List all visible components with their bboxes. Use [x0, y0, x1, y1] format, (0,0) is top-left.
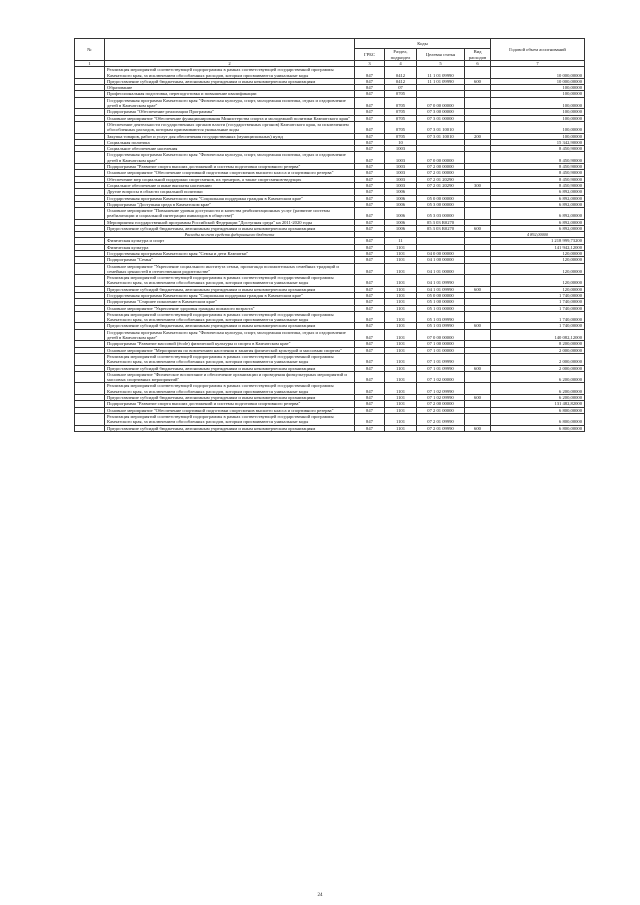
row-razdel-cell: 0705 — [385, 133, 417, 139]
row-sum-cell: 6 800,00000 — [491, 407, 585, 413]
row-name-cell: Обеспечение мер социальной поддержки спортсменов, их тренеров, а также спортсменов-ведущих — [105, 176, 355, 182]
row-vid-cell: 600 — [465, 323, 491, 329]
row-name-cell: Государственная программа Камчатского края "Физическая культура, спорт, молодежная политика, отдых и оздоровление детей в Камчатском крае" — [105, 329, 355, 341]
row-grbs-cell: 847 — [355, 250, 385, 256]
row-sum-cell: 120,00000 — [491, 250, 585, 256]
row-grbs-cell: 847 — [355, 109, 385, 115]
row-name-cell: Государственная программа Камчатского края "Социальная поддержка граждан в Камчатском крае" — [105, 292, 355, 298]
row-grbs-cell: 847 — [355, 115, 385, 121]
row-razdel-cell: 1006 — [385, 189, 417, 195]
row-vid-cell — [465, 371, 491, 383]
row-sum-cell: 6 892,00000 — [491, 189, 585, 195]
row-grbs-cell: 847 — [355, 395, 385, 401]
row-grbs-cell: 847 — [355, 329, 385, 341]
row-razdel-cell: 0412 — [385, 78, 417, 84]
row-sum-cell: 8 450,90000 — [491, 170, 585, 176]
row-grbs-cell: 847 — [355, 170, 385, 176]
row-grbs-cell: 847 — [355, 219, 385, 225]
row-name-cell: Основное мероприятие "Мероприятия по вовлечению населения в занятия физической культурой и массовым спортом" — [105, 347, 355, 353]
row-grbs-cell: 847 — [355, 371, 385, 383]
row-target-cell: 07 2 01 20290 — [417, 182, 465, 188]
row-number-cell — [75, 383, 105, 395]
page-number: 24 — [317, 893, 323, 898]
row-vid-cell: 600 — [465, 286, 491, 292]
col-index-5: 5 — [417, 61, 465, 67]
table-row — [75, 208, 585, 220]
row-name-cell: Реализация мероприятий соответствующей подпрограммы в рамках соответствующей государственной программы Камчатского края, за исключением обособленных расходов, которым присваиваются уникальные коды — [105, 413, 355, 425]
row-razdel-cell: 0412 — [385, 67, 417, 79]
row-razdel-cell: 11 — [385, 238, 417, 244]
row-sum-cell: 1 740,00000 — [491, 305, 585, 311]
row-sum-cell: 6 892,00000 — [491, 226, 585, 232]
row-razdel-cell: 1101 — [385, 305, 417, 311]
row-sum-cell: 6 200,00000 — [491, 371, 585, 383]
row-target-cell: 07 3 01 10010 — [417, 133, 465, 139]
row-grbs-cell: 847 — [355, 407, 385, 413]
row-target-cell: 05 0 00 00000 — [417, 292, 465, 298]
row-grbs-cell: 847 — [355, 413, 385, 425]
row-target-cell: 05 3 03 R0270 — [417, 226, 465, 232]
row-target-cell: 04 1 01 09990 — [417, 286, 465, 292]
col-target-header: Целевая статья — [417, 49, 465, 61]
row-sum-cell: 100,00000 — [491, 97, 585, 109]
row-grbs-cell: 847 — [355, 275, 385, 287]
row-target-cell: 07 1 02 09990 — [417, 383, 465, 395]
row-grbs-cell: 847 — [355, 201, 385, 207]
row-target-cell: 07 2 01 00000 — [417, 407, 465, 413]
row-target-cell: 05 0 00 00000 — [417, 195, 465, 201]
table-row — [75, 329, 585, 341]
row-number-cell — [75, 329, 105, 341]
row-razdel-cell: 1101 — [385, 383, 417, 395]
row-number-cell — [75, 413, 105, 425]
row-sum-cell: 2 000,00000 — [491, 353, 585, 365]
row-name-cell: Мероприятия государственной программы Российской Федерации "Доступная среда" на 2011-2020 годы — [105, 219, 355, 225]
row-razdel-cell: 1101 — [385, 407, 417, 413]
row-number-cell — [75, 263, 105, 275]
row-sum-cell: 6 200,00000 — [491, 395, 585, 401]
col-name-header — [105, 39, 355, 61]
row-target-cell: 05 1 03 09990 — [417, 323, 465, 329]
table-row — [75, 275, 585, 287]
row-grbs-cell: 847 — [355, 164, 385, 170]
row-name-cell: Государственная программа Камчатского края "Физическая культура, спорт, молодежная политика, отдых и оздоровление детей в Камчатском крае" — [105, 152, 355, 164]
row-sum-cell: 100,00000 — [491, 91, 585, 97]
row-grbs-cell: 847 — [355, 121, 385, 133]
row-sum-cell: 120,00000 — [491, 257, 585, 263]
row-name-cell: Подпрограмма "Развитие спорта высших достижений и системы подготовки спортивного резерва" — [105, 401, 355, 407]
row-sum-cell: 6 200,00000 — [491, 383, 585, 395]
row-number-cell — [75, 275, 105, 287]
row-target-cell: 07 2 01 00000 — [417, 170, 465, 176]
row-vid-cell — [465, 413, 491, 425]
row-razdel-cell: 1003 — [385, 152, 417, 164]
row-target-cell: 04 0 00 00000 — [417, 250, 465, 256]
col-index-4: 4 — [385, 61, 417, 67]
row-razdel-cell: 0705 — [385, 115, 417, 121]
table-body — [75, 67, 585, 432]
row-name-cell: Физическая культура — [105, 244, 355, 250]
row-number-cell — [75, 97, 105, 109]
row-sum-cell: 8 450,90000 — [491, 176, 585, 182]
row-razdel-cell: 1101 — [385, 347, 417, 353]
row-vid-cell: 300 — [465, 182, 491, 188]
row-razdel-cell: 1006 — [385, 195, 417, 201]
row-grbs-cell: 847 — [355, 286, 385, 292]
row-grbs-cell: 847 — [355, 226, 385, 232]
row-sum-cell: 100,00000 — [491, 121, 585, 133]
table-row — [75, 97, 585, 109]
row-target-cell: 07 2 00 00000 — [417, 401, 465, 407]
row-razdel-cell: 0705 — [385, 97, 417, 109]
row-name-cell: Предоставление субсидий бюджетным, автономным учреждениям и иным некоммерческим организациям — [105, 323, 355, 329]
row-name-cell: Предоставление субсидий бюджетным, автономным учреждениям и иным некоммерческим организациям — [105, 425, 355, 431]
row-number-cell — [75, 311, 105, 323]
table-row — [75, 353, 585, 365]
row-sum-cell: 2 000,00000 — [491, 365, 585, 371]
row-name-cell: Подпрограмма "Развитие массовой (école) физической культуры и спорта в Камчатском крае" — [105, 341, 355, 347]
row-grbs-cell: 847 — [355, 311, 385, 323]
row-razdel-cell: 1006 — [385, 208, 417, 220]
row-sum-cell: 131 482,82000 — [491, 401, 585, 407]
row-sum-cell: 100,00000 — [491, 115, 585, 121]
col-index-3: 3 — [355, 61, 385, 67]
row-razdel-cell: 10 — [385, 139, 417, 145]
row-name-cell: Подпрограмма "Развитие спорта высших достижений и системы подготовки спортивного резерва" — [105, 164, 355, 170]
row-vid-cell — [465, 311, 491, 323]
row-razdel-cell: 1003 — [385, 182, 417, 188]
row-grbs-cell: 847 — [355, 133, 385, 139]
row-razdel-cell: 1101 — [385, 244, 417, 250]
row-vid-cell — [465, 353, 491, 365]
row-vid-cell — [465, 383, 491, 395]
row-name-cell: Подпрограмма "Старшее поколение в Камчатском крае" — [105, 299, 355, 305]
row-number-cell — [75, 121, 105, 133]
row-sum-cell: 8 450,90000 — [491, 164, 585, 170]
row-vid-cell — [465, 121, 491, 133]
row-target-cell: 07 0 00 00000 — [417, 97, 465, 109]
row-target-cell: 07 2 01 09990 — [417, 425, 465, 431]
row-number-cell — [75, 371, 105, 383]
row-razdel-cell: 07 — [385, 85, 417, 91]
row-sum-cell: 100,00000 — [491, 85, 585, 91]
row-sum-cell: 1 740,00000 — [491, 323, 585, 329]
row-sum-cell: 100,00000 — [491, 133, 585, 139]
row-name-cell: Профессиональная подготовка, переподготовка и повышение квалификации — [105, 91, 355, 97]
row-name-cell: Реализация мероприятий соответствующей подпрограммы в рамках соответствующей государственной программы Камчатского края, за исключением обособленных расходов, которым присваиваются уникальные коды — [105, 275, 355, 287]
row-razdel-cell: 0705 — [385, 91, 417, 97]
row-vid-cell: 600 — [465, 365, 491, 371]
row-grbs-cell: 847 — [355, 78, 385, 84]
row-sum-cell: 10 000,00000 — [491, 67, 585, 79]
row-name-cell: Социальное обеспечение и иные выплаты населению — [105, 182, 355, 188]
row-sum-cell: 1 740,00000 — [491, 299, 585, 305]
row-name-cell: Реализация мероприятий соответствующей подпрограммы в рамках соответствующей государственной программы Камчатского края, за исключением обособленных расходов, которым присваиваются уникальные коды — [105, 383, 355, 395]
row-razdel-cell: 1101 — [385, 401, 417, 407]
row-target-cell: 07 1 00 00000 — [417, 341, 465, 347]
row-vid-cell — [465, 152, 491, 164]
row-sum-cell: 10 000,00000 — [491, 78, 585, 84]
budget-table — [74, 38, 585, 432]
row-grbs-cell: 847 — [355, 182, 385, 188]
row-name-cell: Предоставление субсидий бюджетным, автономным учреждениям и иным некоммерческим организациям — [105, 226, 355, 232]
row-razdel-cell: 1101 — [385, 353, 417, 365]
row-razdel-cell: 1003 — [385, 176, 417, 182]
row-target-cell: 05 1 00 00000 — [417, 299, 465, 305]
row-sum-cell: 8 450,90000 — [491, 152, 585, 164]
row-sum-cell: 6 892,00000 — [491, 219, 585, 225]
col-index-6: 6 — [465, 61, 491, 67]
row-sum-cell: 6 800,00000 — [491, 413, 585, 425]
row-name-cell: Предоставление субсидий бюджетным, автономным учреждениям и иным некоммерческим организациям — [105, 365, 355, 371]
row-grbs-cell: 847 — [355, 383, 385, 395]
row-target-cell: 04 1 00 00000 — [417, 257, 465, 263]
row-number-cell — [75, 425, 105, 431]
row-razdel-cell: 0705 — [385, 109, 417, 115]
row-razdel-cell: 1101 — [385, 263, 417, 275]
row-razdel-cell: 1101 — [385, 299, 417, 305]
row-target-cell: 11 1 01 09990 — [417, 78, 465, 84]
row-name-cell: Образование — [105, 85, 355, 91]
row-sum-cell: 8 200,00000 — [491, 341, 585, 347]
row-grbs-cell: 847 — [355, 305, 385, 311]
row-grbs-cell: 847 — [355, 146, 385, 152]
row-razdel-cell: 1101 — [385, 292, 417, 298]
row-grbs-cell: 847 — [355, 425, 385, 431]
row-vid-cell — [465, 275, 491, 287]
row-sum-cell: 141 942,12000 — [491, 244, 585, 250]
note-text-cell: Расходы за счет средств федерального бюджета — [105, 232, 355, 238]
row-name-cell: Подпрограмма "Доступная среда в Камчатском крае" — [105, 201, 355, 207]
row-razdel-cell: 1101 — [385, 371, 417, 383]
row-name-cell: Подпрограмма "Семья" — [105, 257, 355, 263]
row-target-cell: 07 2 00 00000 — [417, 164, 465, 170]
row-razdel-cell: 1006 — [385, 226, 417, 232]
row-target-cell: 07 2 01 09990 — [417, 413, 465, 425]
row-target-cell: 07 3 01 10010 — [417, 121, 465, 133]
row-sum-cell: 120,00000 — [491, 286, 585, 292]
row-name-cell: Реализация мероприятий соответствующей подпрограммы в рамках соответствующей государственной программы Камчатского края, за исключением обособленных расходов, которым присваиваются уникальные коды — [105, 67, 355, 79]
row-grbs-cell: 847 — [355, 299, 385, 305]
row-name-cell: Основное мероприятие "Физическое воспитание и обеспечение организации и проведения физкультурных мероприятий и массовых спортивных мероприятий" — [105, 371, 355, 383]
row-razdel-cell: 1101 — [385, 250, 417, 256]
row-grbs-cell: 847 — [355, 208, 385, 220]
row-razdel-cell: 1101 — [385, 395, 417, 401]
row-name-cell: Предоставление субсидий бюджетным, автономным учреждениям и иным некоммерческим организациям — [105, 286, 355, 292]
row-grbs-cell: 847 — [355, 67, 385, 79]
col-number-header: № — [75, 39, 105, 61]
row-target-cell: 07 1 01 09990 — [417, 353, 465, 365]
row-target-cell: 04 1 01 00000 — [417, 263, 465, 275]
row-razdel-cell: 1101 — [385, 365, 417, 371]
row-name-cell: Физическая культура и спорт — [105, 238, 355, 244]
row-grbs-cell: 847 — [355, 189, 385, 195]
table-row — [75, 263, 585, 275]
row-name-cell: Государственная программа Камчатского края "Социальная поддержка граждан в Камчатском крае" — [105, 195, 355, 201]
row-grbs-cell: 847 — [355, 139, 385, 145]
row-target-cell: 05 3 00 00000 — [417, 201, 465, 207]
row-grbs-cell: 847 — [355, 257, 385, 263]
budget-table-sheet — [74, 38, 584, 432]
table-row — [75, 425, 585, 431]
row-grbs-cell: 847 — [355, 263, 385, 275]
row-grbs-cell: 847 — [355, 244, 385, 250]
row-vid-cell — [465, 208, 491, 220]
row-sum-cell: 100,00000 — [491, 109, 585, 115]
table-row — [75, 413, 585, 425]
row-grbs-cell: 847 — [355, 152, 385, 164]
row-sum-cell: 120,00000 — [491, 263, 585, 275]
row-grbs-cell: 847 — [355, 365, 385, 371]
row-name-cell: Подпрограмма "Обеспечение реализации Программы" — [105, 109, 355, 115]
row-vid-cell — [465, 329, 491, 341]
table-row — [75, 311, 585, 323]
row-grbs-cell: 847 — [355, 238, 385, 244]
col-grbs-header: ГРБС — [355, 49, 385, 61]
row-vid-cell: 200 — [465, 133, 491, 139]
row-target-cell: 07 3 00 00000 — [417, 109, 465, 115]
col-index-7: 7 — [491, 61, 585, 67]
row-vid-cell: 600 — [465, 226, 491, 232]
row-sum-cell: 8 450,90000 — [491, 182, 585, 188]
row-name-cell: Государственная программа Камчатского края "Физическая культура, спорт, молодежная политика, отдых и оздоровление детей в Камчатском крае" — [105, 97, 355, 109]
row-razdel-cell: 0705 — [385, 121, 417, 133]
table-row — [75, 121, 585, 133]
row-razdel-cell: 1101 — [385, 257, 417, 263]
row-sum-cell: 120,00000 — [491, 275, 585, 287]
row-grbs-cell: 847 — [355, 292, 385, 298]
row-name-cell: Предоставление субсидий бюджетным, автономным учреждениям и иным некоммерческим организациям — [105, 78, 355, 84]
row-name-cell: Социальное обеспечение населения — [105, 146, 355, 152]
row-target-cell: 11 1 01 09990 — [417, 67, 465, 79]
row-razdel-cell: 1006 — [385, 219, 417, 225]
row-grbs-cell: 847 — [355, 195, 385, 201]
row-name-cell: Предоставление субсидий бюджетным, автономным учреждениям и иным некоммерческим организациям — [105, 395, 355, 401]
row-target-cell: 05 1 03 09990 — [417, 311, 465, 323]
col-index-2: 2 — [105, 61, 355, 67]
row-vid-cell: 600 — [465, 395, 491, 401]
row-target-cell: 05 3 03 00000 — [417, 208, 465, 220]
row-sum-cell: 6 892,00000 — [491, 195, 585, 201]
row-razdel-cell: 1101 — [385, 323, 417, 329]
row-name-cell: Государственная программа Камчатского края "Семья и дети Камчатки" — [105, 250, 355, 256]
table-row — [75, 67, 585, 79]
row-name-cell: Основное мероприятие "Укрепление социального института семьи, пропаганда положительных семейных традиций и семейных ценностей в отечественном родительстве" — [105, 263, 355, 275]
row-sum-cell: 8 450,90000 — [491, 146, 585, 152]
row-target-cell: 07 0 00 00000 — [417, 329, 465, 341]
row-target-cell: 07 2 01 20290 — [417, 176, 465, 182]
row-name-cell: Социальная политика — [105, 139, 355, 145]
row-sum-cell: 2 000,00000 — [491, 347, 585, 353]
row-vid-cell — [465, 67, 491, 79]
row-razdel-cell: 1101 — [385, 413, 417, 425]
row-target-cell: 04 1 01 09990 — [417, 275, 465, 287]
row-target-cell: 07 1 02 09990 — [417, 395, 465, 401]
row-target-cell: 07 1 01 00000 — [417, 347, 465, 353]
row-grbs-cell: 847 — [355, 97, 385, 109]
row-name-cell: Другие вопросы в области социальной политики — [105, 189, 355, 195]
row-razdel-cell: 1101 — [385, 329, 417, 341]
row-razdel-cell: 1101 — [385, 341, 417, 347]
col-index-1: 1 — [75, 61, 105, 67]
row-name-cell: Основное мероприятие "Укрепление здоровья граждан пожилого возраста" — [105, 305, 355, 311]
row-vid-cell — [465, 263, 491, 275]
row-grbs-cell: 847 — [355, 323, 385, 329]
row-grbs-cell: 847 — [355, 176, 385, 182]
row-razdel-cell: 1101 — [385, 425, 417, 431]
row-grbs-cell: 847 — [355, 347, 385, 353]
col-codes-header: Коды — [355, 39, 491, 49]
row-sum-cell: 1 740,00000 — [491, 311, 585, 323]
row-grbs-cell: 847 — [355, 341, 385, 347]
row-number-cell — [75, 208, 105, 220]
row-razdel-cell: 1101 — [385, 286, 417, 292]
row-sum-cell: 1 740,00000 — [491, 292, 585, 298]
row-vid-cell — [465, 97, 491, 109]
col-sum-header: Годовой объем ассигнований — [491, 39, 585, 61]
row-razdel-cell: 1006 — [385, 201, 417, 207]
row-number-cell — [75, 152, 105, 164]
row-sum-cell: 4 892,00000 — [491, 232, 585, 238]
col-vid-header: Вид расходов — [465, 49, 491, 61]
row-sum-cell: 6 892,00000 — [491, 208, 585, 220]
row-number-cell — [75, 353, 105, 365]
row-target-cell: 05 1 03 00000 — [417, 305, 465, 311]
row-name-cell: Основное мероприятие "Обеспечение спортивной подготовки спортсменов высшего класса и спортивного резерва" — [105, 170, 355, 176]
row-sum-cell: 15 342,90000 — [491, 139, 585, 145]
row-vid-cell: 600 — [465, 78, 491, 84]
row-name-cell: Закупка товаров, работ и услуг для обеспечения государственных (муниципальных) нужд — [105, 133, 355, 139]
row-name-cell: Основное мероприятие "Повышение уровня доступности и качества реабилитационных услуг (развитие системы реабилитации и социальной интеграции инвалидов в обществе)" — [105, 208, 355, 220]
row-grbs-cell: 847 — [355, 91, 385, 97]
row-target-cell: 07 1 01 09990 — [417, 365, 465, 371]
row-target-cell: 07 3 01 00000 — [417, 115, 465, 121]
row-target-cell: 07 0 00 00000 — [417, 152, 465, 164]
row-name-cell: Основное мероприятие "Обеспечение спортивной подготовки спортсменов высшего класса и спортивного резерва" — [105, 407, 355, 413]
row-sum-cell: 6 800,00000 — [491, 425, 585, 431]
row-razdel-cell: 1101 — [385, 311, 417, 323]
col-razdel-header: Раздел, подраздел — [385, 49, 417, 61]
row-vid-cell: 600 — [465, 425, 491, 431]
row-razdel-cell: 1003 — [385, 170, 417, 176]
row-grbs-cell: 847 — [355, 401, 385, 407]
row-name-cell: Реализация мероприятий соответствующей подпрограммы в рамках соответствующей государственной программы Камчатского края, за исключением обособленных расходов, которым присваиваются уникальные коды — [105, 311, 355, 323]
row-razdel-cell: 1003 — [385, 164, 417, 170]
table-row — [75, 152, 585, 164]
row-name-cell: Обеспечение деятельности государственных органов власти (государственных органов) Камчатского края, за исключением обособленных расходов, которым присваиваются уникальные коды — [105, 121, 355, 133]
table-row — [75, 383, 585, 395]
row-sum-cell: 6 892,00000 — [491, 201, 585, 207]
row-target-cell: 05 3 03 R0270 — [417, 219, 465, 225]
row-grbs-cell: 847 — [355, 85, 385, 91]
row-grbs-cell: 847 — [355, 353, 385, 365]
row-number-cell — [75, 67, 105, 79]
row-name-cell: Основное мероприятие "Обеспечение функционирования Министерства спорта и молодежной политики Камчатского края" — [105, 115, 355, 121]
row-razdel-cell: 1003 — [385, 146, 417, 152]
row-name-cell: Реализация мероприятий соответствующей подпрограммы в рамках соответствующей государственной программы Камчатского края, за исключением обособленных расходов, которым присваиваются уникальные коды — [105, 353, 355, 365]
row-sum-cell: 140 082,12000 — [491, 329, 585, 341]
row-razdel-cell: 1101 — [385, 275, 417, 287]
row-sum-cell: 1 218 999,73200 — [491, 238, 585, 244]
table-row — [75, 371, 585, 383]
row-target-cell: 07 1 02 00000 — [417, 371, 465, 383]
